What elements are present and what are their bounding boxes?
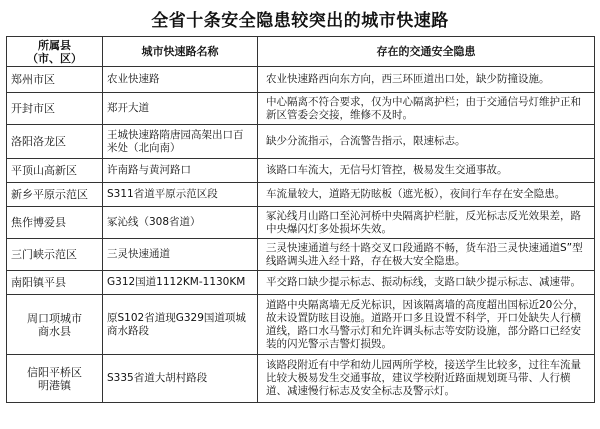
row-hazard: 农业快速路西向东方向，西三环匝道出口处，缺少防撞设施。: [258, 67, 595, 93]
table-header-row: [7, 37, 595, 67]
row-hazard: 车流量较大，道路无防眩板（遮光板），夜间行车存在安全隐患。: [258, 183, 595, 207]
row-hazard: 中心隔离不符合要求，仅为中心隔离护栏；由于交通信号灯维护正和新区管委会交接，维修不及时。: [258, 93, 595, 125]
row-region: 焦作博爱县: [7, 207, 103, 239]
row-road: 许南路与黄河路口: [103, 159, 258, 183]
table-row: [7, 183, 595, 207]
table-row: [7, 239, 595, 271]
table-row: [7, 271, 595, 295]
header-region-line2: （市、区）: [27, 51, 82, 65]
table-row: [7, 355, 595, 403]
row-region: 开封市区: [7, 93, 103, 125]
row-road: 王城快速路隋唐园高架出口百米处（北向南）: [103, 125, 258, 159]
row-road: S311省道平原示范区段: [103, 183, 258, 207]
row-region: [7, 295, 103, 355]
row-hazard: 缺少分流指示，合流警告指示，限速标志。: [258, 125, 595, 159]
table-row: [7, 295, 595, 355]
header-region-line1: 所属县: [38, 38, 71, 52]
table-row: [7, 125, 595, 159]
table-row: [7, 67, 595, 93]
document-title: 全省十条安全隐患较突出的城市快速路: [151, 10, 449, 31]
row-region: 郑州市区: [7, 67, 103, 93]
row-hazard: 平交路口缺少提示标志、振动标线，支路口缺少提示标志、减速带。: [258, 271, 595, 295]
row-hazard: 道路中央隔离墙无反光标识，因该隔离墙的高度超出国标近20公分，故未设置防眩目设施。道路开口多且设置不科学，开口处缺失人行横道线，路口水马警示灯和允许调头标志等安防设施，部分路口已经安装的闪光警示吉警灯损毁。: [258, 295, 595, 355]
row-hazard: 冢沁线月山路口至沁河桥中央隔离护栏脏，反光标志反光效果差，路中央爆闪灯多处损坏失效。: [258, 207, 595, 239]
row-road: 郑开大道: [103, 93, 258, 125]
header-road: 城市快速路名称: [103, 37, 258, 67]
row-region-line1: 周口项城市: [27, 311, 82, 325]
row-road: 原S102省道现G329国道项城商水路段: [103, 295, 258, 355]
table-row: [7, 93, 595, 125]
row-hazard: 该路段附近有中学和幼儿园两所学校，接送学生比较多，过往车流量比较大极易发生交通事故，建议学校附近路面规划斑马带、人行横道、减速慢行标志及安全标志及警示灯。: [258, 355, 595, 403]
hazard-table: [6, 36, 595, 403]
row-region: 洛阳洛龙区: [7, 125, 103, 159]
row-road: 农业快速路: [103, 67, 258, 93]
row-region: 新乡平原示范区: [7, 183, 103, 207]
row-road: G312国道1112KM-1130KM: [103, 271, 258, 295]
row-region-line1: 信阳平桥区: [27, 365, 82, 379]
row-region: 平顶山高新区: [7, 159, 103, 183]
header-hazard: 存在的交通安全隐患: [258, 37, 595, 67]
table-row: [7, 207, 595, 239]
row-hazard: 该路口车流大，无信号灯管控，极易发生交通事故。: [258, 159, 595, 183]
row-region: 南阳镇平县: [7, 271, 103, 295]
row-region: 三门峡示范区: [7, 239, 103, 271]
row-region-line2: 明港镇: [38, 378, 71, 392]
row-hazard: 三灵快速通道与经十路交叉口段通路不畅，货车沿三灵快速通道S”型线路调头进入经十路，存在极大安全隐患。: [258, 239, 595, 271]
row-region: [7, 355, 103, 403]
row-road: 三灵快速通道: [103, 239, 258, 271]
row-road: 冢沁线（308省道）: [103, 207, 258, 239]
row-region-line2: 商水县: [38, 324, 71, 338]
header-region: [7, 37, 103, 67]
table-row: [7, 159, 595, 183]
row-road: S335省道大胡村路段: [103, 355, 258, 403]
